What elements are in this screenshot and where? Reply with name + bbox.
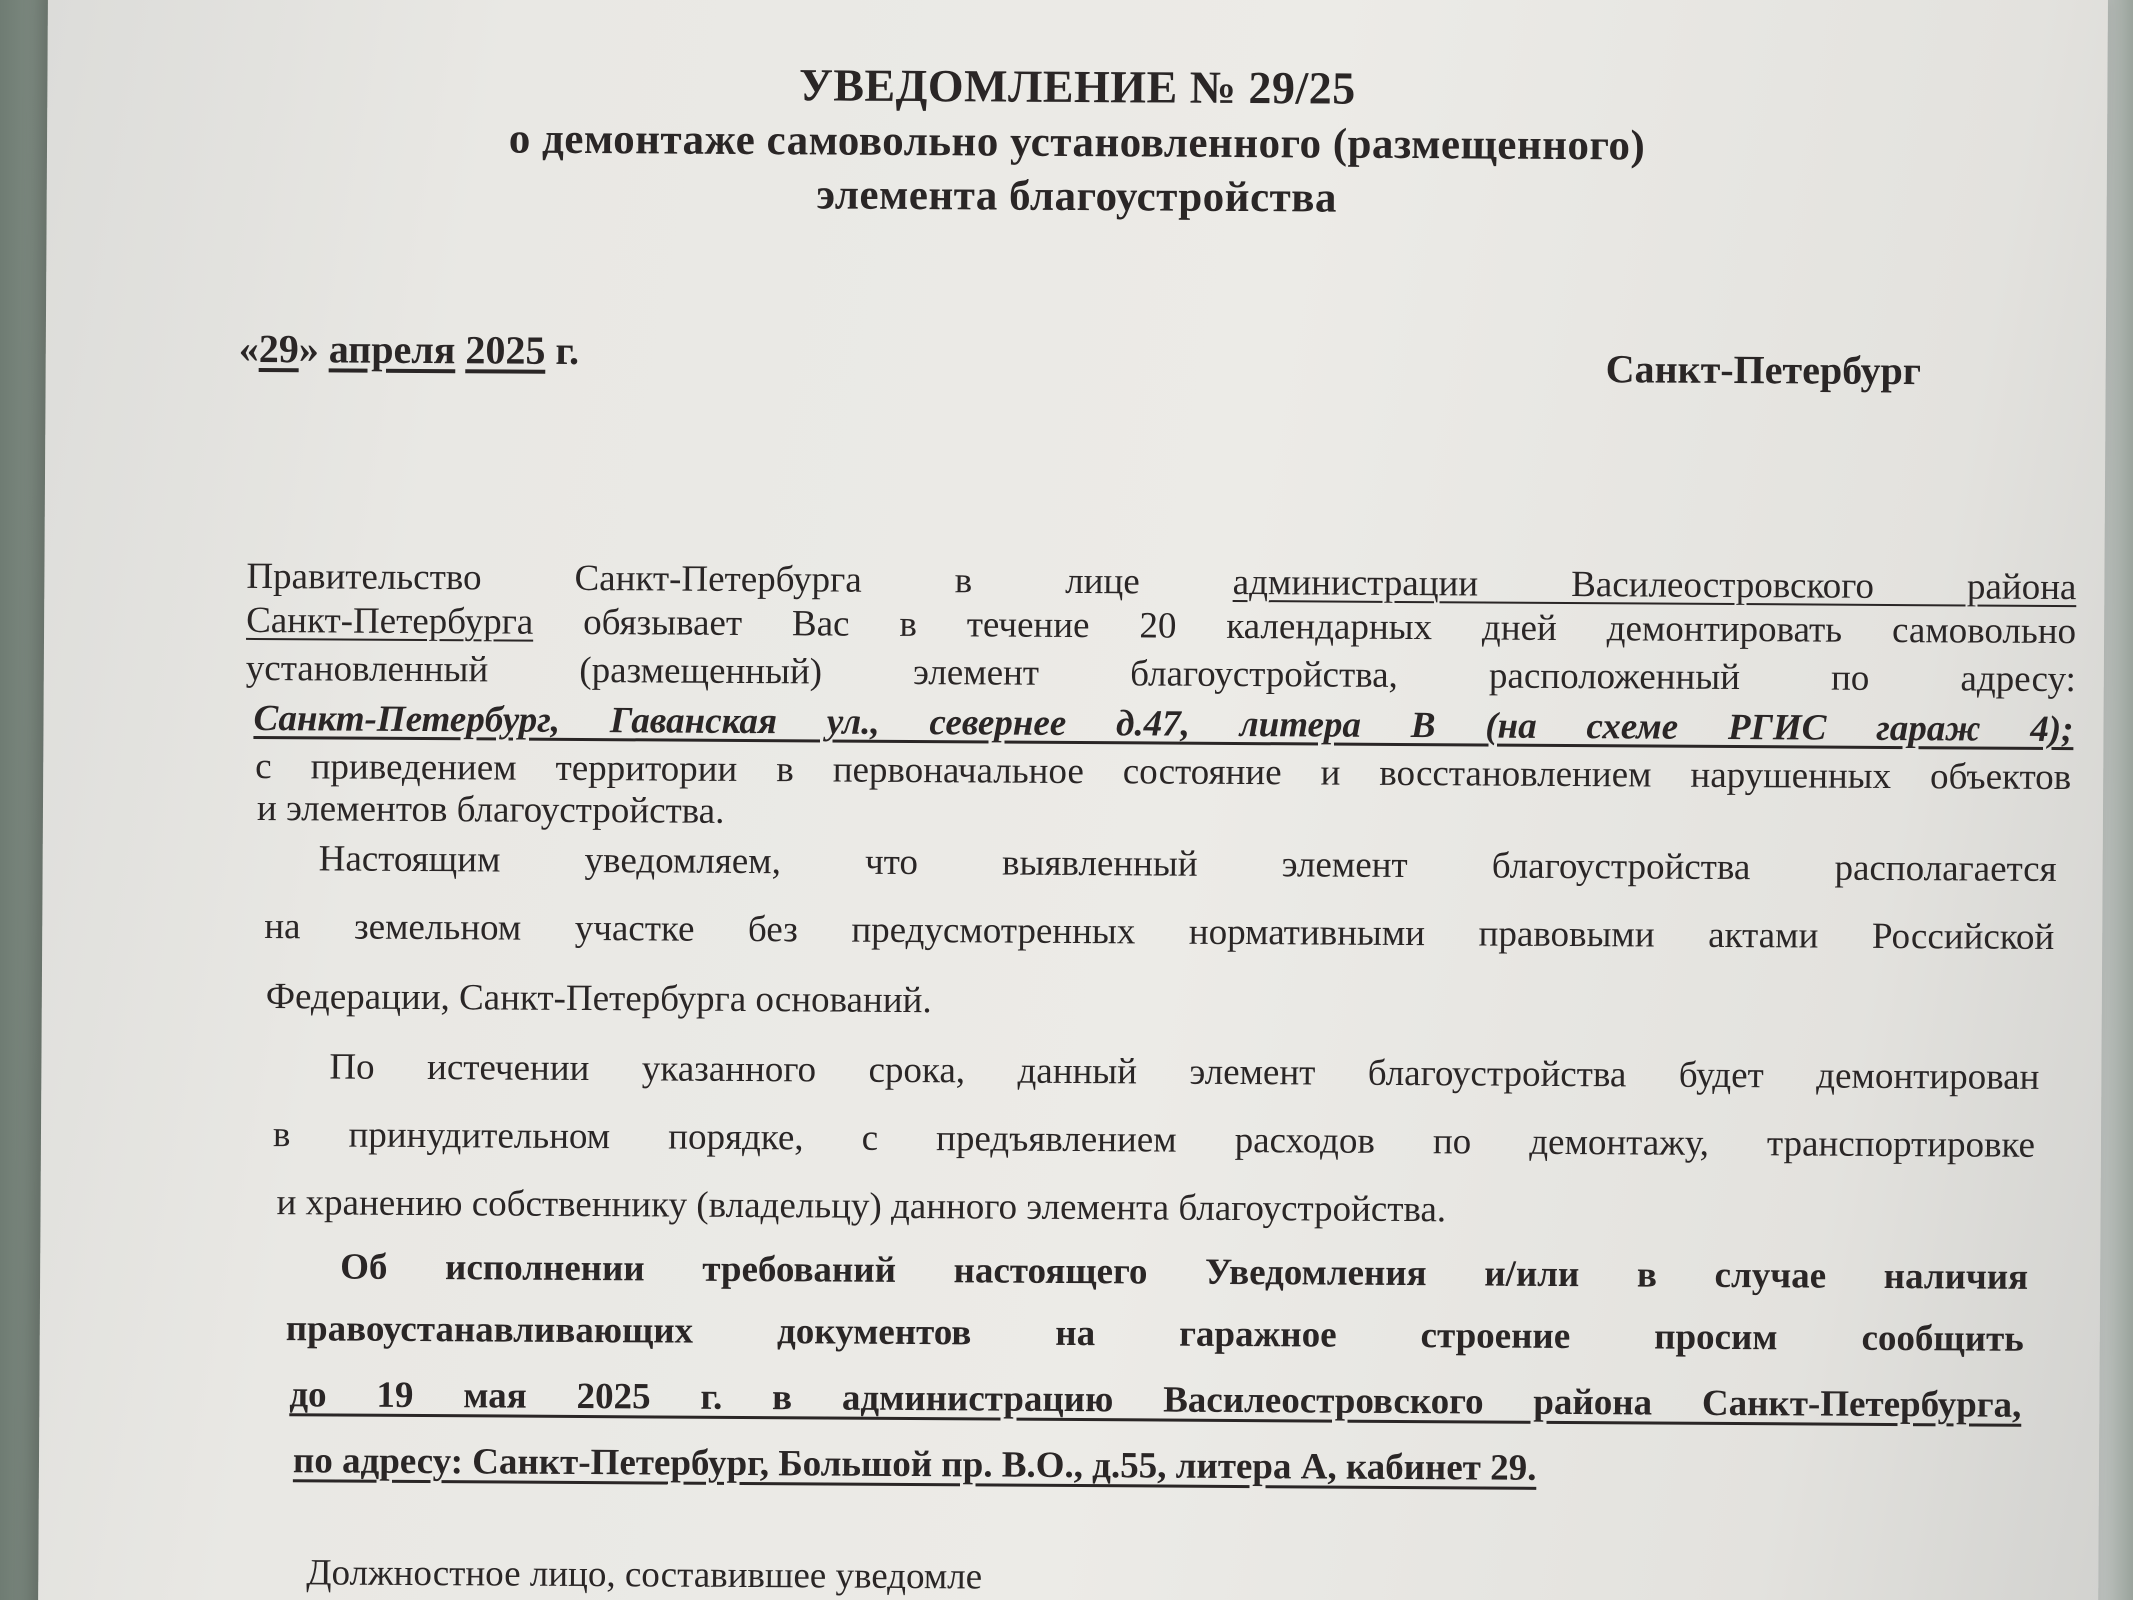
date-open-quote: « xyxy=(238,325,259,372)
p2-line-2: на земельном участке без предусмотренных нормативными правовыми актами Российской xyxy=(264,906,2055,958)
p3-line-2: в принудительном порядке, с предъявлением расходов по демонтажу, транспортировке xyxy=(272,1114,2036,1166)
p3-line-3: и хранению собственнику (владельцу) данного элемента благоустройства. xyxy=(276,1182,1447,1231)
notice-subtitle: о демонтаже самовольно установленного (размещенного) xyxy=(508,115,1646,170)
office-address: по адресу: Санкт-Петербург, Большой пр. В.О., д.55, литера А, кабинет 29. xyxy=(292,1440,1537,1489)
p1-line-1-text: Правительство Санкт-Петербурга в лице xyxy=(246,555,1140,603)
p1-line-6: и элементов благоустройства. xyxy=(256,788,725,832)
administration-link-1: администрации Василеостровского района xyxy=(1232,561,2077,609)
p4-line-4 xyxy=(293,1439,1993,1492)
p1-line-5: с приведением территории в первоначальное состояние и восстановлением нарушенных объектов xyxy=(255,745,2072,799)
official-signature-line: Должностное лицо, составившее уведомле xyxy=(306,1552,983,1598)
notice-subtitle-2: элемента благоустройства xyxy=(816,171,1338,222)
p4-line-1: Об исполнении требований настоящего Уведомления и/или в случае наличия xyxy=(340,1246,2029,1298)
deadline-text: до 19 мая 2025 г. в администрацию Василеостровского района Санкт-Петербурга, xyxy=(289,1374,2022,1426)
date-day: 29 xyxy=(258,326,299,372)
p4-line-2: правоустанавливающих документов на гаражное строение просим сообщить xyxy=(285,1308,2024,1360)
date-close-quote: » xyxy=(298,326,319,372)
p2-line-3: Федерации, Санкт-Петербурга оснований. xyxy=(265,976,932,1022)
paper-sheet xyxy=(38,0,2108,1600)
p2-line-1: Настоящим уведомляем, что выявленный элемент благоустройства располагается xyxy=(318,838,2057,890)
date-suffix: г. xyxy=(555,327,580,373)
object-address: Санкт-Петербург, Гаванская ул., севернее д.47, литера В (на схеме РГИС гараж 4); xyxy=(253,697,2074,751)
p1-line-3: установленный (размещенный) элемент благоустройства, расположенный по адресу: xyxy=(245,647,2076,701)
notice-date xyxy=(239,325,580,374)
notice-title: УВЕДОМЛЕНИЕ № 29/25 xyxy=(798,59,1356,114)
p3-line-1: По истечении указанного срока, данный элемент благоустройства будет демонтирован xyxy=(329,1046,2040,1098)
p1-line-4 xyxy=(253,697,2073,751)
p1-line-2-text: обязывает Вас в течение 20 календарных дней демонтировать самовольно xyxy=(583,601,2077,653)
date-month: апреля xyxy=(328,326,456,373)
p4-line-3 xyxy=(289,1373,2021,1427)
date-year: 2025 xyxy=(465,327,546,373)
administration-link-2: Санкт-Петербурга xyxy=(246,599,534,643)
notice-city: Санкт-Петербург xyxy=(1605,346,1922,394)
